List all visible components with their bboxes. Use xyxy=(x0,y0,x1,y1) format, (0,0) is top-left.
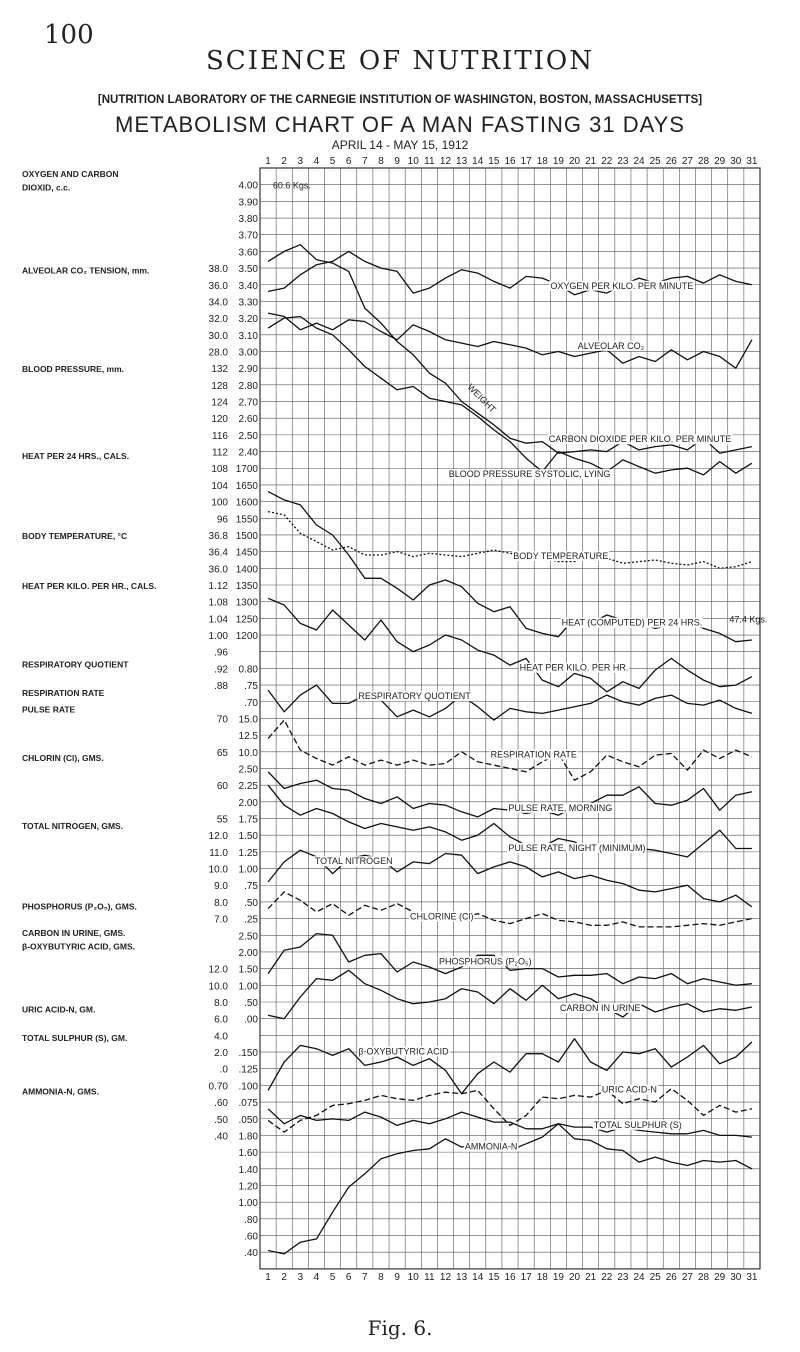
x-tick-label-top: 25 xyxy=(649,156,661,167)
scale-label-right: .75 xyxy=(244,881,258,893)
x-tick-label-bottom: 4 xyxy=(313,1271,320,1283)
x-tick-label-top: 16 xyxy=(504,156,516,167)
series-label: HEAT PER KILO. PER HR. xyxy=(519,662,629,673)
x-tick-label-top: 4 xyxy=(313,156,320,167)
x-tick-label-top: 1 xyxy=(265,156,271,167)
scale-label-right: 3.40 xyxy=(238,280,258,292)
variable-label: CARBON IN URINE, GMS. xyxy=(22,927,126,938)
scale-label-right: 3.20 xyxy=(238,314,258,326)
x-tick-label-bottom: 17 xyxy=(520,1271,532,1283)
scale-label-right: 1650 xyxy=(235,480,258,492)
series-label: CARBON DIOXIDE PER KILO. PER MINUTE xyxy=(548,434,732,445)
x-tick-label-top: 19 xyxy=(552,156,564,167)
x-tick-label-top: 8 xyxy=(378,156,384,167)
scale-label-right: 3.10 xyxy=(238,330,258,342)
scale-label-left: 38.0 xyxy=(208,264,228,276)
scale-label-right: .100 xyxy=(238,1081,258,1093)
x-tick-label-bottom: 31 xyxy=(746,1271,758,1283)
page-number: 100 xyxy=(44,20,94,50)
figure-caption: Fig. 6. xyxy=(367,1316,433,1340)
scale-label-left: 12.0 xyxy=(208,831,228,843)
scale-label-right: 1.80 xyxy=(238,1131,258,1143)
scale-label-right: 1.40 xyxy=(238,1164,258,1176)
series-label: TOTAL NITROGEN xyxy=(314,856,393,867)
variable-label: URIC ACID-N, GM. xyxy=(22,1004,96,1015)
scale-label-right: 2.25 xyxy=(238,781,258,793)
scale-label-left: 55 xyxy=(216,814,228,826)
series-label: RESPIRATION RATE xyxy=(490,749,577,760)
x-tick-label-top: 27 xyxy=(681,156,693,167)
annotation: 60.6 Kgs. xyxy=(272,180,311,191)
scale-label-left: 1.04 xyxy=(208,614,228,626)
scale-label-left: .60 xyxy=(214,1098,228,1110)
x-tick-label-bottom: 21 xyxy=(585,1271,597,1283)
scale-label-right: 10.0 xyxy=(238,747,258,759)
scale-label-right: 0.80 xyxy=(238,664,258,676)
scale-label-right: 1350 xyxy=(235,581,258,592)
scale-label-left: 96 xyxy=(216,514,228,526)
x-tick-label-top: 15 xyxy=(488,156,500,167)
scale-label-left: .92 xyxy=(214,664,228,676)
scale-label-right: .40 xyxy=(244,1248,258,1260)
x-tick-label-bottom: 12 xyxy=(439,1271,452,1283)
scale-label-right: 3.50 xyxy=(238,264,258,276)
scale-label-left: 1.00 xyxy=(208,631,228,643)
series-label: TOTAL SULPHUR (S) xyxy=(593,1119,682,1130)
scale-label-left: .96 xyxy=(214,647,228,659)
x-tick-label-bottom: 27 xyxy=(681,1271,693,1283)
scale-label-right: 1.00 xyxy=(238,864,258,876)
x-tick-label-bottom: 26 xyxy=(665,1271,677,1283)
x-tick-label-top: 21 xyxy=(585,156,597,167)
variable-label: β-OXYBUTYRIC ACID, GMS. xyxy=(22,941,136,952)
scale-label-right: 2.50 xyxy=(238,430,258,442)
x-tick-label-top: 14 xyxy=(472,156,484,167)
x-tick-label-bottom: 1 xyxy=(265,1271,271,1283)
scale-label-right: .80 xyxy=(244,1214,258,1226)
scale-label-left: 8.0 xyxy=(214,998,228,1009)
scale-label-right: .00 xyxy=(244,1014,258,1026)
scale-label-right: 1.00 xyxy=(238,981,258,993)
x-tick-label-top: 31 xyxy=(746,156,758,167)
variable-label: HEAT PER KILO. PER HR., CALS. xyxy=(22,581,157,591)
scale-label-left: 32.0 xyxy=(208,314,228,326)
scale-label-left: 128 xyxy=(211,380,228,392)
x-tick-label-bottom: 16 xyxy=(504,1271,516,1283)
scale-label-left: 108 xyxy=(211,464,228,476)
scale-label-left: 9.0 xyxy=(214,881,228,893)
series-label: RESPIRATORY QUOTIENT xyxy=(358,691,471,702)
x-tick-label-top: 28 xyxy=(697,156,710,167)
series-label: OXYGEN PER KILO. PER MINUTE xyxy=(550,280,694,291)
x-tick-label-top: 24 xyxy=(633,156,645,167)
scale-label-right: 3.70 xyxy=(238,230,258,242)
x-tick-label-top: 9 xyxy=(394,156,400,167)
series-label: CHLORINE (Cl) xyxy=(410,911,474,922)
scale-label-right: .60 xyxy=(244,1231,258,1243)
scale-label-left: .0 xyxy=(219,1064,228,1076)
variable-label: HEAT PER 24 HRS., CALS. xyxy=(22,450,130,461)
scale-label-left: .88 xyxy=(214,681,228,693)
variable-label: DIOXID, c.c. xyxy=(22,182,71,193)
scale-label-left: 2.0 xyxy=(214,1048,228,1060)
variable-label: TOTAL SULPHUR (S), GM. xyxy=(22,1033,128,1044)
scale-label-left: 36.0 xyxy=(208,564,228,576)
scale-label-left: .50 xyxy=(214,1114,228,1126)
x-tick-label-bottom: 3 xyxy=(297,1271,304,1283)
scale-label-left: 4.0 xyxy=(214,1031,228,1043)
scale-label-right: .050 xyxy=(238,1114,258,1126)
x-tick-label-bottom: 28 xyxy=(697,1271,710,1283)
x-tick-label-bottom: 15 xyxy=(488,1271,500,1283)
scale-label-right: 2.70 xyxy=(238,397,258,409)
scale-label-right: 2.50 xyxy=(238,931,258,943)
scale-label-right: 1400 xyxy=(235,564,258,576)
x-tick-label-top: 11 xyxy=(424,156,435,167)
x-tick-label-top: 13 xyxy=(456,156,468,167)
scale-label-right: 3.00 xyxy=(238,347,258,359)
series-label: PULSE RATE, NIGHT (MINIMUM) xyxy=(508,842,646,853)
scale-label-right: 1.60 xyxy=(238,1148,258,1160)
running-header: SCIENCE OF NUTRITION xyxy=(206,46,594,76)
scale-label-right: 1500 xyxy=(235,530,258,542)
x-tick-label-top: 3 xyxy=(297,156,304,167)
scale-label-left: 11.0 xyxy=(209,847,228,859)
scale-label-right: 15.0 xyxy=(238,714,258,726)
scale-label-left: 12.0 xyxy=(208,964,228,976)
x-tick-label-bottom: 24 xyxy=(633,1271,645,1283)
scale-label-left: 36.0 xyxy=(208,280,228,292)
scale-label-right: 2.50 xyxy=(238,764,258,776)
variable-label: PULSE RATE xyxy=(22,704,76,715)
variable-label: RESPIRATORY QUOTIENT xyxy=(22,659,129,670)
x-tick-label-top: 20 xyxy=(568,156,581,167)
scale-label-right: 12.5 xyxy=(238,731,258,743)
x-tick-label-bottom: 13 xyxy=(456,1271,468,1283)
x-tick-label-bottom: 9 xyxy=(394,1271,400,1283)
x-tick-label-bottom: 6 xyxy=(345,1271,352,1283)
x-tick-label-top: 30 xyxy=(730,156,742,167)
variable-label: RESPIRATION RATE xyxy=(22,687,105,698)
scale-label-left: 10.0 xyxy=(208,981,228,993)
scale-label-left: 28.0 xyxy=(208,347,228,359)
scale-label-right: 2.60 xyxy=(238,414,258,426)
x-tick-label-bottom: 19 xyxy=(552,1271,564,1283)
scale-label-right: .70 xyxy=(244,697,258,709)
scale-label-right: 3.60 xyxy=(238,247,258,259)
x-tick-label-bottom: 20 xyxy=(568,1271,581,1283)
scale-label-left: 104 xyxy=(211,480,228,492)
scale-label-left: 36.4 xyxy=(208,547,228,559)
series-label: ALVEOLAR CO₂ xyxy=(577,340,645,351)
scale-label-left: 132 xyxy=(211,364,228,376)
scale-label-right: .125 xyxy=(238,1064,258,1076)
scale-label-right: 1.00 xyxy=(238,1198,258,1210)
x-tick-label-bottom: 30 xyxy=(730,1271,742,1283)
scale-label-right: 1.25 xyxy=(238,847,258,859)
variable-label: ALVEOLAR CO₂ TENSION, mm. xyxy=(22,265,150,276)
annotation: WEIGHT xyxy=(465,382,498,415)
series-label: URIC ACID-N xyxy=(601,1084,657,1095)
scale-label-right: .75 xyxy=(244,681,258,693)
scale-label-left: 100 xyxy=(211,497,228,509)
x-tick-label-bottom: 5 xyxy=(329,1271,336,1283)
scale-label-right: 1.50 xyxy=(238,831,258,843)
annotation: 47.4 Kgs. xyxy=(729,614,768,625)
scale-label-right: 2.40 xyxy=(238,447,258,459)
scale-label-right: 4.00 xyxy=(238,180,258,192)
x-tick-label-bottom: 11 xyxy=(424,1271,435,1283)
variable-label: CHLORIN (Cl), GMS. xyxy=(22,752,104,763)
x-tick-label-top: 26 xyxy=(665,156,677,167)
scale-label-right: 1.20 xyxy=(238,1181,258,1193)
x-tick-label-top: 7 xyxy=(362,156,368,167)
x-tick-label-bottom: 7 xyxy=(362,1271,368,1283)
x-tick-label-top: 10 xyxy=(407,156,419,167)
scale-label-right: 1600 xyxy=(235,497,258,509)
scale-label-right: 2.80 xyxy=(238,380,258,392)
x-tick-label-top: 17 xyxy=(520,156,532,167)
scale-label-right: .50 xyxy=(244,897,258,909)
scale-label-right: 2.00 xyxy=(238,797,258,809)
scale-label-left: 60 xyxy=(216,781,228,793)
scale-label-left: 112 xyxy=(212,447,228,459)
scale-label-right: 3.90 xyxy=(238,197,258,209)
scale-label-left: 120 xyxy=(211,414,228,426)
x-tick-label-bottom: 18 xyxy=(536,1271,548,1283)
scale-label-right: 1.50 xyxy=(238,964,258,976)
x-tick-label-top: 12 xyxy=(439,156,452,167)
x-tick-label-bottom: 25 xyxy=(649,1271,661,1283)
series-label: β-OXYBUTYRIC ACID xyxy=(358,1046,449,1057)
scale-label-left: 1.12 xyxy=(208,581,228,592)
x-tick-label-top: 2 xyxy=(281,156,287,167)
x-tick-label-bottom: 22 xyxy=(601,1271,613,1283)
variable-label: AMMONIA-N, GMS. xyxy=(22,1086,99,1097)
variable-label: PHOSPHORUS (P₂O₅), GMS. xyxy=(22,901,137,912)
scale-label-left: 70 xyxy=(216,714,228,726)
variable-label: BLOOD PRESSURE, mm. xyxy=(22,364,125,375)
scale-label-left: 34.0 xyxy=(208,297,228,309)
scale-label-right: 2.90 xyxy=(238,364,258,376)
metabolism-chart xyxy=(0,150,800,1310)
scale-label-left: 30.0 xyxy=(208,330,228,342)
chart-title: METABOLISM CHART OF A MAN FASTING 31 DAYS xyxy=(115,112,685,137)
variable-label: OXYGEN AND CARBON xyxy=(22,169,119,180)
scale-label-right: .25 xyxy=(244,914,258,926)
scale-label-left: 65 xyxy=(216,747,228,759)
x-tick-label-bottom: 10 xyxy=(407,1271,419,1283)
scale-label-right: .150 xyxy=(238,1048,258,1060)
scale-label-left: 10.0 xyxy=(208,864,228,876)
scale-label-left: 124 xyxy=(211,397,228,409)
variable-label: BODY TEMPERATURE, °C xyxy=(22,530,128,541)
scale-label-right: 3.80 xyxy=(238,214,258,226)
scale-label-left: 1.08 xyxy=(208,597,228,609)
x-tick-label-top: 29 xyxy=(714,156,726,167)
scale-label-left: 6.0 xyxy=(214,1014,228,1026)
scale-label-right: 1.75 xyxy=(238,814,258,826)
scale-label-left: 7.0 xyxy=(214,914,228,926)
x-tick-label-bottom: 8 xyxy=(378,1271,384,1283)
series-label: AMMONIA-N xyxy=(464,1141,518,1152)
x-tick-label-bottom: 23 xyxy=(617,1271,629,1283)
scale-label-right: 3.30 xyxy=(238,297,258,309)
variable-label: TOTAL NITROGEN, GMS. xyxy=(22,821,124,832)
scale-label-right: 1200 xyxy=(235,631,258,643)
scale-label-right: .50 xyxy=(244,998,258,1009)
scale-label-left: 8.0 xyxy=(214,897,228,909)
institution-line: [NUTRITION LABORATORY OF THE CARNEGIE INSTITUTION OF WASHINGTON, BOSTON, MASSACHUSETTS] xyxy=(97,94,703,106)
series-label: BODY TEMPERATURE xyxy=(513,550,609,561)
scale-label-left: .40 xyxy=(214,1131,228,1143)
scale-label-right: 2.00 xyxy=(238,947,258,959)
scale-label-right: 1450 xyxy=(235,547,258,559)
chart-subtitle: APRIL 14 - MAY 15, 1912 xyxy=(331,138,469,152)
x-tick-label-top: 5 xyxy=(329,156,336,167)
x-tick-label-bottom: 2 xyxy=(281,1271,287,1283)
scale-label-right: .075 xyxy=(238,1098,258,1110)
scale-label-right: 1250 xyxy=(235,614,258,626)
scale-label-left: 36.8 xyxy=(208,530,228,542)
series-label: CARBON IN URINE xyxy=(560,1003,641,1014)
scale-label-right: 1700 xyxy=(235,464,258,476)
x-tick-label-top: 6 xyxy=(345,156,352,167)
series-label: HEAT (COMPUTED) PER 24 HRS. xyxy=(561,617,703,628)
scale-label-left: 116 xyxy=(212,430,228,442)
x-tick-label-top: 18 xyxy=(536,156,548,167)
series-label: BLOOD PRESSURE SYSTOLIC, LYING xyxy=(448,469,611,480)
x-tick-label-bottom: 14 xyxy=(472,1271,484,1283)
scale-label-left: 0.70 xyxy=(208,1081,228,1093)
x-tick-label-top: 22 xyxy=(601,156,613,167)
series-label: PULSE RATE, MORNING xyxy=(508,802,613,813)
x-tick-label-top: 23 xyxy=(617,156,629,167)
scale-label-right: 1550 xyxy=(235,514,258,526)
series-label: PHOSPHORUS (P₂O₅) xyxy=(439,956,532,967)
x-tick-label-bottom: 29 xyxy=(714,1271,726,1283)
scale-label-right: 1300 xyxy=(235,597,258,609)
